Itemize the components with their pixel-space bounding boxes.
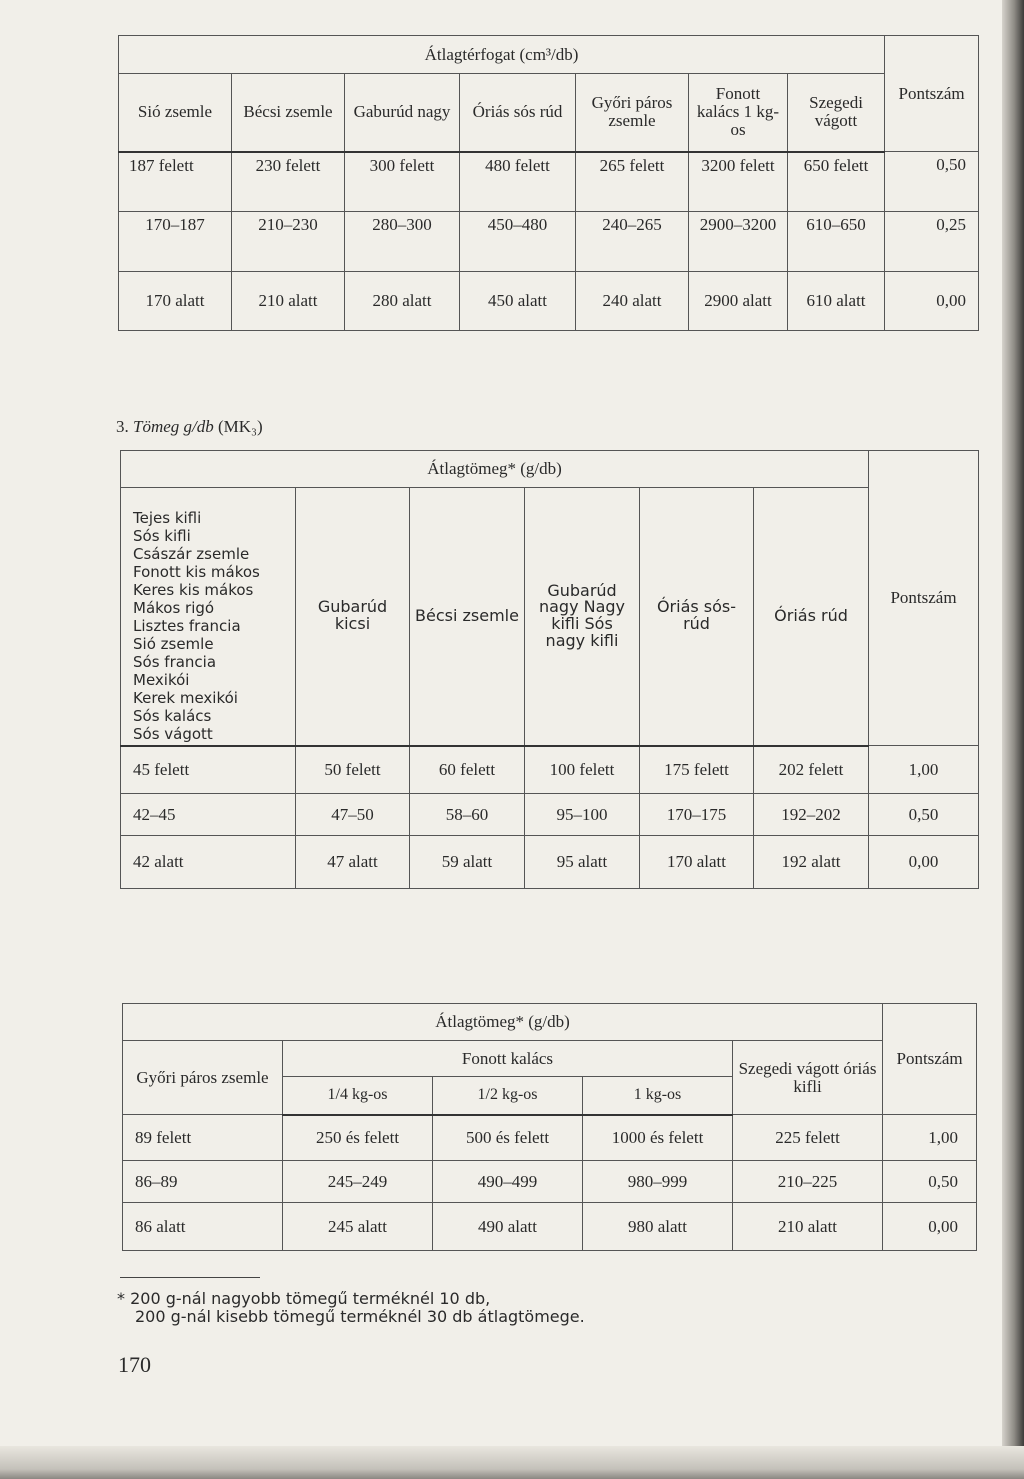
col-header: Fonott kalács 1 kg-os [689, 74, 788, 152]
list-item: Mexikói [133, 670, 190, 689]
sub-header: 1/4 kg-os [283, 1077, 433, 1115]
col-header: Gubarúd nagy Nagy kifli Sós nagy kifli [525, 488, 640, 746]
table-row [121, 794, 979, 836]
cell: 100 felett [525, 746, 640, 794]
list-item: Császár zsemle [133, 544, 250, 563]
cell: 225 felett [733, 1115, 883, 1161]
score-cell: 0,50 [869, 794, 979, 836]
table-row [119, 272, 979, 331]
cell: 490–499 [433, 1161, 583, 1203]
table-row [123, 1115, 977, 1161]
weight-group-header: Átlagtömeg* (g/db) [123, 1004, 883, 1041]
col-header: Bécsi zsemle [232, 74, 345, 152]
col-header: Óriás sós rúd [460, 74, 576, 152]
cell: 59 alatt [410, 836, 525, 889]
cell: 610 alatt [788, 272, 885, 331]
sub-header: 1/2 kg-os [433, 1077, 583, 1115]
list-item: Kerek mexikói [133, 688, 238, 707]
cell: 95 alatt [525, 836, 640, 889]
page-edge-shadow [1002, 0, 1024, 1479]
list-item: Fonott kis mákos [133, 562, 260, 581]
page-number: 170 [118, 1352, 151, 1377]
cell: 210–225 [733, 1161, 883, 1203]
cell: 230 felett [232, 152, 345, 212]
score-cell: 0,50 [883, 1161, 977, 1203]
product-list [121, 488, 296, 746]
list-item: Sió zsemle [133, 634, 214, 653]
cell: 86 alatt [123, 1203, 283, 1251]
score-cell: 0,00 [885, 272, 979, 331]
cell: 2900–3200 [689, 212, 788, 272]
score-cell: 0,00 [883, 1203, 977, 1251]
weight-table-2 [122, 1003, 977, 1251]
cell: 300 felett [345, 152, 460, 212]
cell: 170–187 [119, 212, 232, 272]
footnote-divider [120, 1277, 260, 1278]
cell: 980 alatt [583, 1203, 733, 1251]
cell: 192–202 [754, 794, 869, 836]
cell: 245 alatt [283, 1203, 433, 1251]
cell: 86–89 [123, 1161, 283, 1203]
col-header: Óriás sós-rúd [640, 488, 754, 746]
col-header: Gubarúd kicsi [296, 488, 410, 746]
footnote-line: 200 g-nál kisebb tömegű terméknél 30 db átlagtömege. [135, 1306, 585, 1326]
col-header: Sió zsemle [119, 74, 232, 152]
cell: 240 alatt [576, 272, 689, 331]
list-item: Sós kifli [133, 526, 191, 545]
list-item: Sós vágott [133, 724, 213, 743]
score-cell: 1,00 [869, 746, 979, 794]
col-header: Győri páros zsemle [123, 1041, 283, 1115]
table-row [123, 1161, 977, 1203]
cell: 650 felett [788, 152, 885, 212]
cell: 89 felett [123, 1115, 283, 1161]
footnote-line: * 200 g-nál nagyobb tömegű terméknél 10 db, [117, 1289, 491, 1308]
cell: 490 alatt [433, 1203, 583, 1251]
list-item: Sós kalács [133, 706, 212, 725]
table-row [119, 152, 979, 212]
cell: 42–45 [121, 794, 296, 836]
cell: 3200 felett [689, 152, 788, 212]
footnote [117, 1290, 585, 1326]
cell: 450 alatt [460, 272, 576, 331]
sub-header: 1 kg-os [583, 1077, 733, 1115]
cell: 1000 és felett [583, 1115, 733, 1161]
cell: 175 felett [640, 746, 754, 794]
score-header: Pontszám [869, 451, 979, 746]
cell: 60 felett [410, 746, 525, 794]
table-row [119, 212, 979, 272]
weight-table-1 [120, 450, 979, 889]
cell: 450–480 [460, 212, 576, 272]
score-header: Pontszám [883, 1004, 977, 1115]
list-item: Tejes kifli [133, 508, 202, 527]
cell: 280 alatt [345, 272, 460, 331]
table-row [123, 1203, 977, 1251]
cell: 187 felett [119, 152, 232, 212]
cell: 170–175 [640, 794, 754, 836]
cell: 280–300 [345, 212, 460, 272]
score-header: Pontszám [885, 36, 979, 152]
list-item: Mákos rigó [133, 598, 215, 617]
list-item: Lisztes francia [133, 616, 241, 635]
cell: 2900 alatt [689, 272, 788, 331]
cell: 210–230 [232, 212, 345, 272]
col-header: Bécsi zsemle [410, 488, 525, 746]
section-code: (MK₃) [218, 417, 263, 436]
score-cell: 0,00 [869, 836, 979, 889]
cell: 610–650 [788, 212, 885, 272]
cell: 202 felett [754, 746, 869, 794]
weight-group-header: Átlagtömeg* (g/db) [121, 451, 869, 488]
list-item: Keres kis mákos [133, 580, 254, 599]
col-header: Szegedi vágott óriás kifli [733, 1041, 883, 1115]
cell: 47 alatt [296, 836, 410, 889]
cell: 95–100 [525, 794, 640, 836]
cell: 210 alatt [733, 1203, 883, 1251]
cell: 50 felett [296, 746, 410, 794]
score-cell: 0,25 [885, 212, 979, 272]
col-header: Gaburúd nagy [345, 74, 460, 152]
fonott-header: Fonott kalács [283, 1041, 733, 1077]
cell: 250 és felett [283, 1115, 433, 1161]
cell: 245–249 [283, 1161, 433, 1203]
cell: 980–999 [583, 1161, 733, 1203]
score-cell: 1,00 [883, 1115, 977, 1161]
cell: 42 alatt [121, 836, 296, 889]
table-row [121, 836, 979, 889]
list-item: Sós francia [133, 652, 217, 671]
cell: 480 felett [460, 152, 576, 212]
cell: 58–60 [410, 794, 525, 836]
score-cell: 0,50 [885, 152, 979, 212]
page-edge-bottom [0, 1446, 1024, 1479]
section-number: 3. [116, 417, 129, 436]
section-title [116, 417, 263, 437]
cell: 500 és felett [433, 1115, 583, 1161]
cell: 170 alatt [119, 272, 232, 331]
cell: 192 alatt [754, 836, 869, 889]
col-header: Győri páros zsemle [576, 74, 689, 152]
cell: 210 alatt [232, 272, 345, 331]
col-header: Óriás rúd [754, 488, 869, 746]
cell: 240–265 [576, 212, 689, 272]
table-row [121, 746, 979, 794]
cell: 170 alatt [640, 836, 754, 889]
volume-table [118, 35, 979, 331]
col-header: Szegedi vágott [788, 74, 885, 152]
section-name: Tömeg g/db [133, 417, 214, 436]
cell: 45 felett [121, 746, 296, 794]
volume-group-header: Átlagtérfogat (cm³/db) [119, 36, 885, 74]
cell: 265 felett [576, 152, 689, 212]
cell: 47–50 [296, 794, 410, 836]
